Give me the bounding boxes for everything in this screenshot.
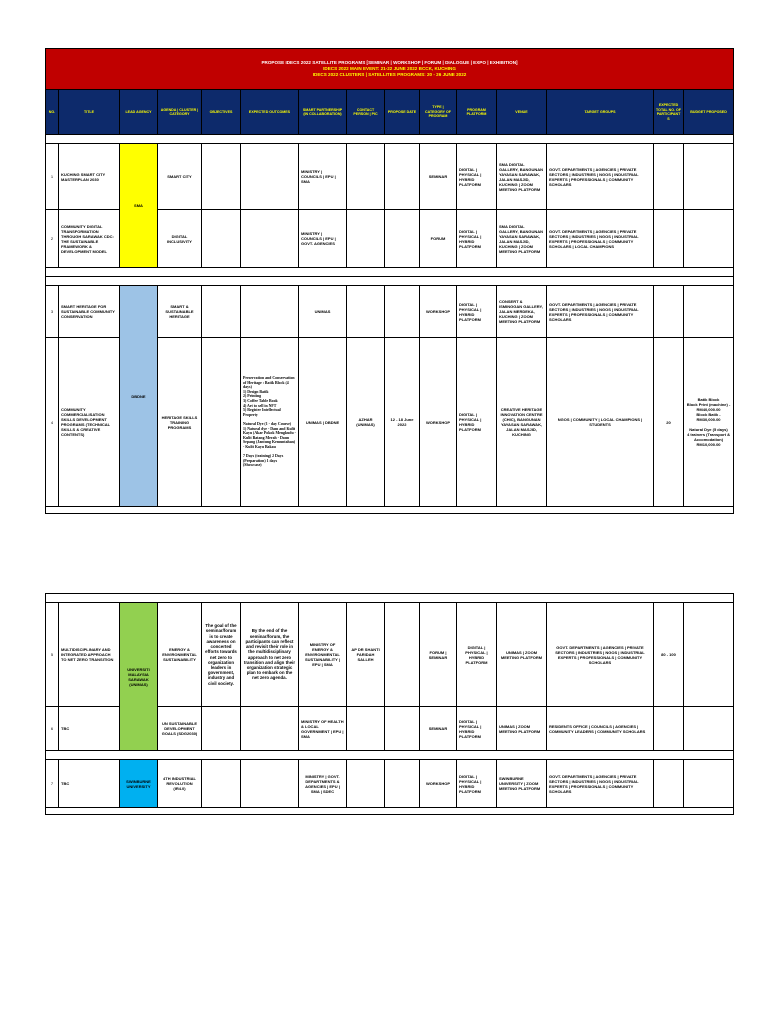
cell-agenda: HERITAGE SKILLS TRAINING PROGRAMS <box>158 338 202 507</box>
spacer-row <box>46 594 734 603</box>
cell-no: 2 <box>46 210 59 268</box>
cell-partnership: MINISTRY | COUNCILS | EPU | GOVT. AGENCIES <box>299 210 347 268</box>
cell-partnership: MINISTRY | COUNCILS | EPU | SMA <box>299 144 347 210</box>
cell-participants <box>654 286 684 338</box>
cell-outcomes <box>241 144 299 210</box>
cell-target: GOVT. DEPARTMENTS | AGENCIES | PRIVATE SECTORS | INDUSTRIES | NGOS | INDUSTRIAL EXPERTS | PROFESSIONALS | COMMUNITY SCHOLARS <box>547 603 654 707</box>
cell-date <box>385 707 420 751</box>
cell-date <box>385 286 420 338</box>
cell-venue: SWINBURNE UNIVERSITY | ZOOM MEETING PLATFORM <box>497 760 547 808</box>
cell-type: WORKSHOP <box>420 286 457 338</box>
cell-no: 5 <box>46 603 59 707</box>
cell-objectives: The goal of the seminar/forum is to create awareness on concerted efforts towards net zero to organization leaders in government, industry and civil society. <box>202 603 241 707</box>
cell-date <box>385 210 420 268</box>
cell-type: SEMINAR <box>420 707 457 751</box>
programs-table-bottom <box>45 593 734 815</box>
cell-partnership: MINISTRY OF HEALTH & LOCAL GOVERNMENT | EPU | SMA <box>299 707 347 751</box>
cell-contact: AP DR SHANTI FARIDAH SALLEH <box>347 603 385 707</box>
cell-no: 7 <box>46 760 59 808</box>
cell-venue: CREATIVE HERITAGE INNOVATION CENTRE (CHIC), BANGUNAN YAYASAN SARAWAK, JALAN MASJID, KUCHING <box>497 338 547 507</box>
cell-date: 12 - 18 June 2022 <box>385 338 420 507</box>
programs-table-top <box>45 48 734 514</box>
cell-target: GOVT. DEPARTMENTS | AGENCIES | PRIVATE SECTORS | INDUSTRIES | NGOS | INDUSTRIAL EXPERTS | PROFESSIONALS | COMMUNITY SCHOLARS | LOCAL CHAMPIONS <box>547 210 654 268</box>
cell-participants <box>654 210 684 268</box>
cell-objectives <box>202 338 241 507</box>
cell-outcomes <box>241 707 299 751</box>
cell-budget <box>684 286 734 338</box>
banner-line-1: PROPOSE IDECS 2022 SATELLITE PROGRAMS [SEMINAR | WORKSHOP | FORUM | DIALOGUE | EXPO | EXHIBITION] <box>261 60 518 65</box>
header-target: TARGET GROUPS <box>547 90 654 135</box>
cell-platform: DIGITAL | PHYSICAL | HYBRID PLATFORM <box>457 760 497 808</box>
cell-contact <box>347 144 385 210</box>
header-objectives: OBJECTIVES <box>202 90 241 135</box>
cell-lead-agency: SWINBURNE UNIVERSITY <box>120 760 158 808</box>
cell-budget <box>684 603 734 707</box>
header-type: TYPE | CATEGORY OF PROGRAM <box>420 90 457 135</box>
cell-type: WORKSHOP <box>420 760 457 808</box>
cell-objectives <box>202 286 241 338</box>
cell-outcomes <box>241 210 299 268</box>
banner-line-2: IDECS 2022 MAIN EVENT: 21-22 JUNE 2022 BCCK, KUCHING <box>323 66 456 71</box>
cell-objectives <box>202 760 241 808</box>
cell-platform: DIGITAL | PHYSICAL | HYBRID PLATFORM <box>457 210 497 268</box>
cell-no: 6 <box>46 707 59 751</box>
spacer-row <box>46 507 734 514</box>
cell-platform: DIGITAL | PHYSICAL | HYBRID PLATFORM <box>457 144 497 210</box>
cell-venue: UNIMAS | ZOOM MEETING PLATFORM <box>497 603 547 707</box>
cell-participants <box>654 144 684 210</box>
cell-agenda: SMART CITY <box>158 144 202 210</box>
cell-date <box>385 603 420 707</box>
cell-agenda: 4TH INDUSTRIAL REVOLUTION (IR4.0) <box>158 760 202 808</box>
cell-venue: SMA DIGITAL GALLERY, BANGUNAN YAYASAN SARAWAK, JALAN MASJID, KUCHING | ZOOM MEETING PLATFORM <box>497 210 547 268</box>
cell-date <box>385 760 420 808</box>
cell-title: COMMUNITY COMMERCIALISATION SKILLS DEVELOPMENT PROGRAMS (TECHNICAL SKILLS & CREATIVE CONTENTS) <box>59 338 120 507</box>
cell-title: KUCHING SMART CITY MASTERPLAN 2030 <box>59 144 120 210</box>
cell-agenda: UN SUSTAINABLE DEVELOPMENT GOALS (SDG2030) <box>158 707 202 751</box>
cell-title: SMART HERITAGE FOR SUSTAINABLE COMMUNITY CONSERVATION <box>59 286 120 338</box>
cell-platform: DIGITAL | PHYSICAL | HYBRID PLATFORM <box>457 338 497 507</box>
cell-participants: 20 <box>654 338 684 507</box>
header-platform: PROGRAM PLATFORM <box>457 90 497 135</box>
cell-no: 4 <box>46 338 59 507</box>
table-row <box>46 603 734 707</box>
spacer-row <box>46 268 734 277</box>
cell-budget: Batik Block Block Print (machine) - RM40,000.00 Block Batik - RM30,000.00 Natural Dye (5 days) 4 trainers (Transport & Accomodation) RM10,000.00 <box>684 338 734 507</box>
cell-budget <box>684 707 734 751</box>
header-budget: BUDGET PROPOSED <box>684 90 734 135</box>
cell-no: 3 <box>46 286 59 338</box>
cell-contact <box>347 760 385 808</box>
table-row <box>46 144 734 210</box>
cell-venue: CONSERT & ISMINGGAN GALLERY, JALAN MERDEKA, KUCHING | ZOOM MEETING PLATFORM <box>497 286 547 338</box>
cell-budget <box>684 210 734 268</box>
cell-date <box>385 144 420 210</box>
cell-partnership: UNIMAS | DBDNE <box>299 338 347 507</box>
cell-partnership: MINISTRY | GOVT. DEPARTMENTS & AGENCIES | EPU | SMA | SDEC <box>299 760 347 808</box>
cell-outcomes <box>241 760 299 808</box>
cell-contact <box>347 210 385 268</box>
header-contact: CONTACT PERSON | PIC <box>347 90 385 135</box>
header-outcomes: EXPECTED OUTCOMES <box>241 90 299 135</box>
cell-lead-agency: DBDNE <box>120 286 158 507</box>
cell-platform: DIGITAL | PHYSICAL | HYBRID PLATFORM <box>457 603 497 707</box>
cell-platform: DIGITAL | PHYSICAL | HYBRID PLATFORM <box>457 707 497 751</box>
cell-platform: DIGITAL | PHYSICAL | HYBRID PLATFORM <box>457 286 497 338</box>
cell-type: FORUM <box>420 210 457 268</box>
cell-partnership: UNIMAS <box>299 286 347 338</box>
header-row <box>46 90 734 135</box>
banner-title <box>46 49 734 90</box>
cell-budget <box>684 144 734 210</box>
cell-title: COMMUNITY DIGITAL TRANSFORMATION THROUGH SARAWAK CDC: THE SUSTAINABLE FRAMEWORK & DEVELOPMENT MODEL <box>59 210 120 268</box>
spacer-row <box>46 135 734 144</box>
header-title: TITLE <box>59 90 120 135</box>
banner-line-3: IDECS 2022 CLUSTERS | SATELLITES PROGRAMS: 20 - 26 JUNE 2022 <box>312 72 467 77</box>
header-agenda: AGENDA | CLUSTER | CATEGORY <box>158 90 202 135</box>
header-date: PROPOSE DATE <box>385 90 420 135</box>
spacer-row <box>46 751 734 760</box>
cell-agenda: ENERGY & ENVIRONMENTAL SUSTAINABILITY <box>158 603 202 707</box>
cell-budget <box>684 760 734 808</box>
spacer-row <box>46 277 734 286</box>
cell-outcomes: Preservation and Conservation of Heritage : Batik Block (4 days) 1) Design Batik 2) Printing 3) Coffee Table Book 4) Art to sell in NFT 5) Register Intellectual Property Natural Dye (1 - day Course) 1) Natural dye - Dam and Kulit Kayu (Akar Pokok Mengkudu - Kulit Batang Merah - Daun Sepang (Jantung Kemuntahan) - Kulit Kayu Bakau 7 Days (training) 2 Days (Preparation) 1 days (Showcase) <box>241 338 299 507</box>
cell-type: FORUM | SEMINAR <box>420 603 457 707</box>
banner-row <box>46 49 734 90</box>
cell-contact <box>347 286 385 338</box>
cell-outcomes: By the end of the seminar/forum, the participants can reflect and revisit their role in the multidisciplinary approach to net zero transition and align their organization strategic plan to embark on the net zero agenda. <box>241 603 299 707</box>
cell-type: SEMINAR <box>420 144 457 210</box>
cell-lead-agency: SMA <box>120 144 158 268</box>
cell-objectives <box>202 210 241 268</box>
cell-lead-agency: UNIVERSITI MALAYSIA SARAWAK (UNIMAS) <box>120 603 158 751</box>
cell-outcomes <box>241 286 299 338</box>
spacer-row <box>46 808 734 815</box>
cell-title: TBC <box>59 707 120 751</box>
cell-participants <box>654 707 684 751</box>
cell-target: GOVT. DEPARTMENTS | AGENCIES | PRIVATE SECTORS | INDUSTRIES | NGOS | INDUSTRIAL EXPERTS | PROFESSIONALS | COMMUNITY SCHOLARS <box>547 144 654 210</box>
cell-no: 1 <box>46 144 59 210</box>
table-row <box>46 760 734 808</box>
cell-participants <box>654 760 684 808</box>
cell-target: GOVT. DEPARTMENTS | AGENCIES | PRIVATE SECTORS | INDUSTRIES | NGOS | INDUSTRIAL EXPERTS | PROFESSIONALS | COMMUNITY SCHOLARS <box>547 286 654 338</box>
header-lead-agency: LEAD AGENCY <box>120 90 158 135</box>
cell-contact: AZHAR (UNIMAS) <box>347 338 385 507</box>
cell-target: GOVT. DEPARTMENTS | AGENCIES | PRIVATE SECTORS | INDUSTRIES | NGOS | INDUSTRIAL EXPERTS | PROFESSIONALS | COMMUNITY SCHOLARS <box>547 760 654 808</box>
cell-title: TBC <box>59 760 120 808</box>
cell-venue: SMA DIGITAL GALLERY, BANGUNAN YAYASAN SARAWAK, JALAN MASJID, KUCHING | ZOOM MEETING PLATFORM <box>497 144 547 210</box>
cell-venue: UNIMAS | ZOOM MEETING PLATFORM <box>497 707 547 751</box>
header-venue: VENUE <box>497 90 547 135</box>
cell-target: NGOS | COMMUNITY | LOCAL CHAMPIONS | STUDENTS <box>547 338 654 507</box>
cell-title: MULTIDISCIPLINARY AND INTEGRATED APPROACH TO NET ZERO TRANSITION <box>59 603 120 707</box>
header-no: NO. <box>46 90 59 135</box>
cell-type: WORKSHOP <box>420 338 457 507</box>
cell-participants: 80 - 100 <box>654 603 684 707</box>
cell-partnership: MINISTRY OF ENERGY & ENVIRONMENTAL SUSTAINABILITY | EPU | SMA <box>299 603 347 707</box>
cell-agenda: DIGITAL INCLUSIVITY <box>158 210 202 268</box>
header-partnership: SMART PARTNERSHIP (IN COLLABORATION) <box>299 90 347 135</box>
cell-objectives <box>202 707 241 751</box>
cell-target: RESIDENTS OFFICE | COUNCILS | AGENCIES | COMMUNITY LEADERS | COMMUNITY SCHOLARS <box>547 707 654 751</box>
table-row <box>46 286 734 338</box>
cell-objectives <box>202 144 241 210</box>
cell-contact <box>347 707 385 751</box>
header-participants: EXPECTED TOTAL NO. OF PARTICIPANTS <box>654 90 684 135</box>
cell-agenda: SMART & SUSTAINABLE HERITAGE <box>158 286 202 338</box>
